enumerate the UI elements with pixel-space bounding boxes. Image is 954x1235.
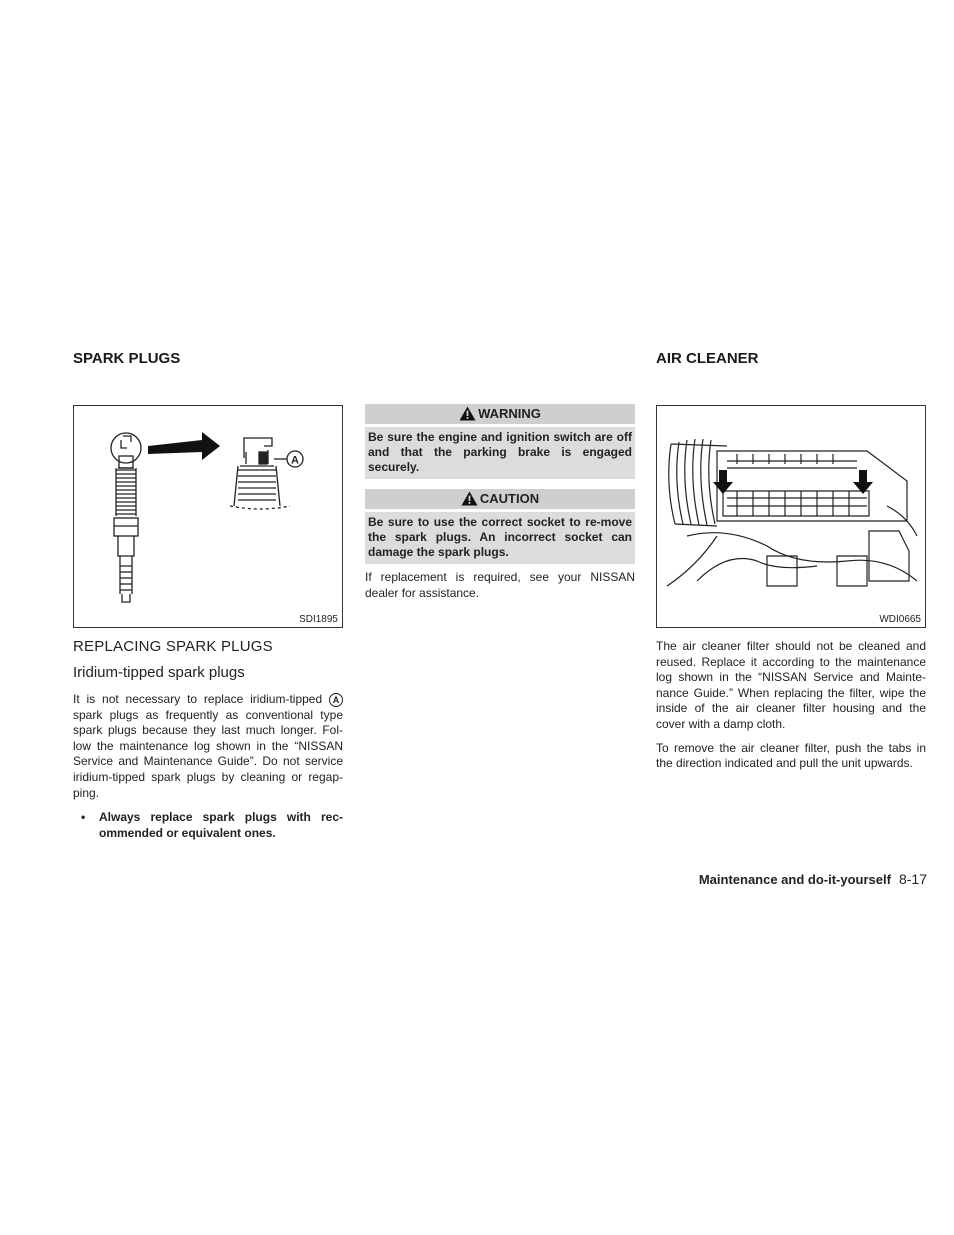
warning-box xyxy=(365,404,635,479)
page-number: 8-17 xyxy=(898,871,927,887)
caution-triangle-icon xyxy=(461,491,478,506)
caution-box xyxy=(365,489,635,564)
figure-code: SDI1895 xyxy=(299,614,338,625)
warning-title: WARNING xyxy=(478,406,541,421)
caution-title: CAUTION xyxy=(479,491,540,506)
warning-triangle-icon xyxy=(459,406,476,421)
bullet-text: Always replace spark plugs with rec-ommended or equivalent ones. xyxy=(99,810,343,841)
warning-text: Be sure the engine and ignition switch are off and that the parking brake is engaged securely. xyxy=(365,427,635,479)
paragraph-rest: spark plugs as frequently as conventional type spark plugs because they last much longer. Fol-low the maintenance log shown in the “NISSAN Service and Maintenance Guide”. Do not service iridium-tipped spark plugs by cleaning or regap-ping. xyxy=(73,707,343,800)
dealer-note: If replacement is required, see your NISSAN dealer for assistance. xyxy=(365,570,635,600)
air-cleaner-column xyxy=(656,348,926,772)
replacing-subtitle: REPLACING SPARK PLUGS xyxy=(73,638,273,655)
spark-plug-illustration xyxy=(74,406,342,627)
notices-column xyxy=(365,404,635,601)
iridium-subtitle: Iridium-tipped spark plugs xyxy=(73,664,245,681)
spark-plug-figure xyxy=(73,405,343,628)
air-cleaner-figure xyxy=(656,405,926,628)
page-footer xyxy=(699,871,927,887)
air-cleaner-paragraph-2: To remove the air cleaner filter, push the tabs in the direction indicated and pull the unit upwards. xyxy=(656,740,926,771)
air-cleaner-heading: AIR CLEANER xyxy=(656,350,759,367)
spark-plugs-heading: SPARK PLUGS xyxy=(73,350,181,367)
caution-text: Be sure to use the correct socket to re-move the spark plugs. An incorrect socket can damage the spark plugs. xyxy=(365,512,635,564)
iridium-paragraph xyxy=(73,692,343,801)
bullet-dot: • xyxy=(81,810,86,825)
warning-header xyxy=(365,404,635,424)
figure-label-a: A xyxy=(291,454,299,467)
caution-header xyxy=(365,489,635,509)
spark-plugs-column xyxy=(73,348,343,841)
footer-section: Maintenance and do-it-yourself xyxy=(698,872,891,887)
paragraph-start: It is not necessary to replace iridium-tipped xyxy=(73,692,323,706)
bullet-item xyxy=(73,809,343,841)
figure-code: WDI0665 xyxy=(879,614,921,625)
callout-a: A xyxy=(329,693,343,707)
air-cleaner-illustration xyxy=(657,406,925,627)
air-cleaner-paragraph-1: The air cleaner filter should not be cleaned and reused. Replace it according to the maintenance log shown in the “NISSAN Service and Mainte-nance Guide.” When replacing the filter, wipe the inside of the air cleaner filter housing and the cover with a damp cloth. xyxy=(656,639,926,731)
